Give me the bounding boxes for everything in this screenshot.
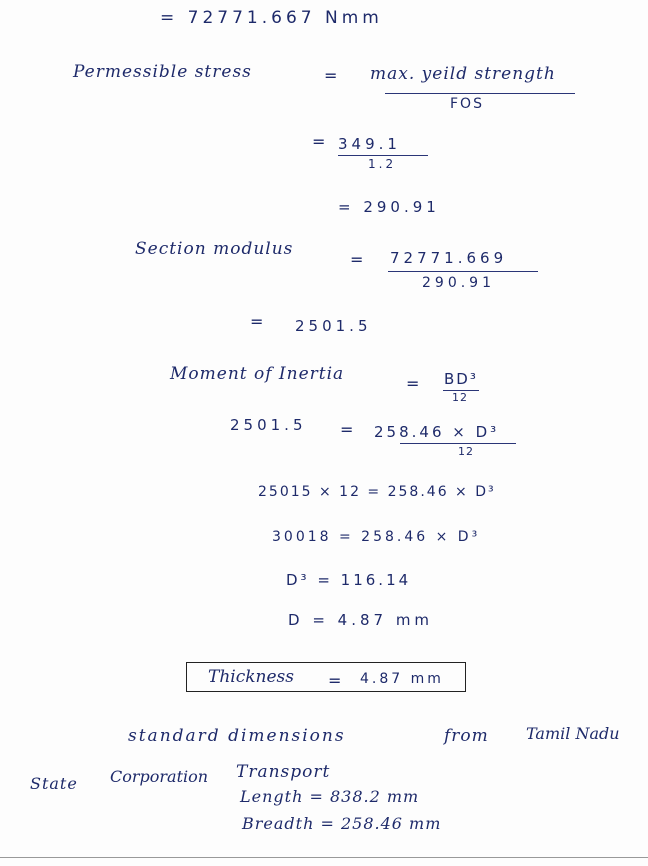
step-a-numerator: 258.46 × D³	[374, 423, 500, 441]
section-modulus-label: Section modulus	[135, 239, 294, 259]
step-a-left: 2501.5	[230, 416, 307, 434]
permissible-stress-result: = 290.91	[338, 198, 440, 216]
tamil-nadu-text: Tamil Nadu	[526, 724, 620, 743]
fraction-bar	[385, 93, 575, 94]
standard-dimensions-text: standard dimensions	[128, 726, 346, 746]
from-text: from	[444, 726, 489, 746]
inertia-denominator: 12	[452, 391, 468, 404]
length-text: Length = 838.2 mm	[240, 787, 420, 806]
step-c: 30018 = 258.46 × D³	[272, 529, 481, 545]
step-e: D = 4.87 mm	[288, 611, 434, 629]
section-modulus-equals: =	[350, 250, 365, 269]
corporation-text: Corporation	[110, 767, 209, 786]
section-modulus-denominator: 290.91	[422, 275, 495, 291]
moment-result: = 72771.667 Nmm	[160, 8, 383, 28]
section-modulus-result: 2501.5	[295, 317, 372, 335]
transport-text: Transport	[236, 762, 331, 782]
breadth-text: Breadth = 258.46 mm	[242, 814, 442, 833]
inertia-equals: =	[406, 374, 421, 393]
fraction-bar	[400, 443, 516, 444]
moment-of-inertia-label: Moment of Inertia	[170, 364, 345, 384]
step-a-denominator: 12	[458, 445, 474, 458]
thickness-value: 4.87 mm	[360, 671, 444, 687]
inertia-numerator: BD³	[444, 370, 478, 388]
section-modulus-numerator: 72771.669	[390, 249, 508, 267]
state-text: State	[30, 774, 78, 793]
page-bottom-edge	[0, 857, 648, 858]
thickness-label: Thickness	[208, 667, 295, 687]
step1-equals: =	[312, 132, 327, 151]
permissible-stress-numerator: max. yeild strength	[370, 64, 556, 84]
permissible-stress-equals: =	[324, 66, 339, 85]
step1-numerator: 349.1	[338, 135, 401, 153]
thickness-equals: =	[328, 671, 343, 690]
step-a-equals: =	[340, 420, 355, 439]
step-d: D³ = 116.14	[286, 571, 412, 589]
step-b: 25015 × 12 = 258.46 × D³	[258, 484, 496, 500]
section-result-equals: =	[250, 312, 265, 331]
fraction-bar	[388, 271, 538, 272]
permissible-stress-label: Permessible stress	[73, 62, 252, 82]
fraction-bar	[338, 155, 428, 156]
permissible-stress-denominator: FOS	[450, 96, 484, 112]
step1-denominator: 1.2	[368, 157, 397, 171]
